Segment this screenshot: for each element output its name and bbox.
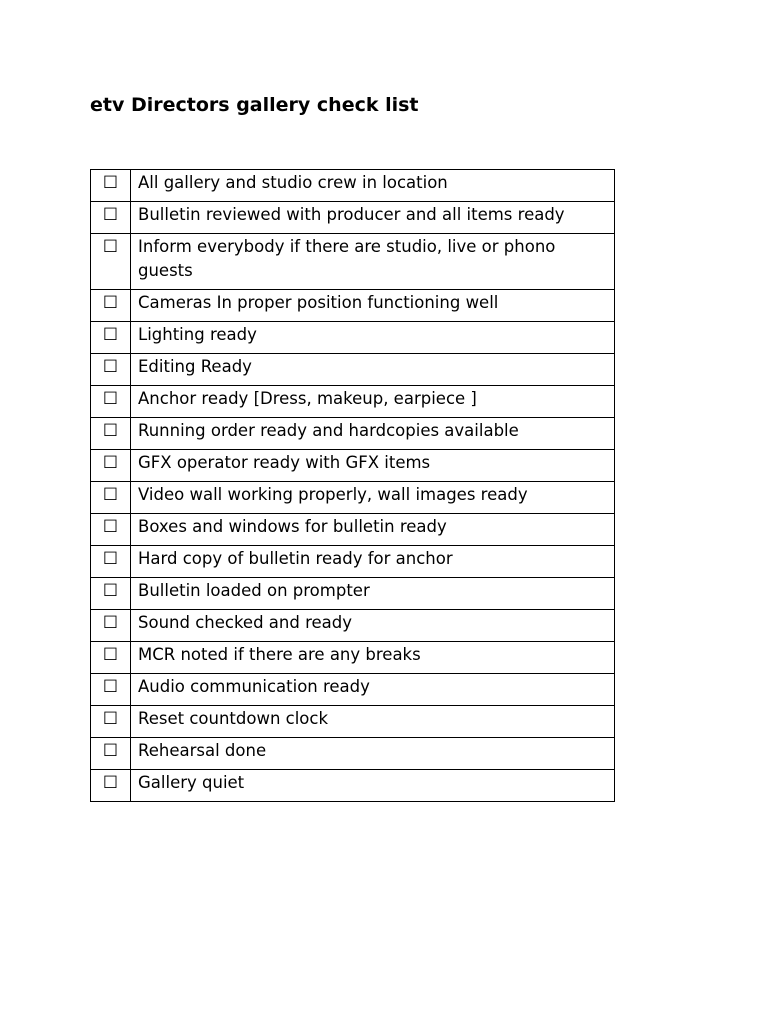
checklist-row [91,514,615,546]
checklist-row [91,738,615,770]
checkbox-cell[interactable] [91,610,131,642]
checkbox-cell[interactable] [91,642,131,674]
checkbox-cell[interactable] [91,706,131,738]
checkbox-cell[interactable] [91,578,131,610]
checkbox-cell[interactable] [91,290,131,322]
checklist-item-text: Cameras In proper position functioning well [131,290,615,322]
checklist-row [91,170,615,202]
checklist-item-text: Editing Ready [131,354,615,386]
checkbox-icon[interactable]: ☐ [102,485,119,505]
checkbox-cell[interactable] [91,354,131,386]
checkbox-icon[interactable]: ☐ [102,517,119,537]
checklist-row [91,322,615,354]
checkbox-icon[interactable]: ☐ [102,173,119,193]
checklist-row [91,578,615,610]
checkbox-cell[interactable] [91,450,131,482]
checkbox-icon[interactable]: ☐ [102,293,119,313]
checkbox-cell[interactable] [91,770,131,802]
checklist-item-text: Rehearsal done [131,738,615,770]
checklist-item-text: MCR noted if there are any breaks [131,642,615,674]
checklist-item-text: Reset countdown clock [131,706,615,738]
checkbox-icon[interactable]: ☐ [102,549,119,569]
checklist-table [90,169,615,802]
checkbox-cell[interactable] [91,386,131,418]
checkbox-cell[interactable] [91,418,131,450]
checkbox-cell[interactable] [91,202,131,234]
checklist-item-text: Lighting ready [131,322,615,354]
checklist-item-text: Hard copy of bulletin ready for anchor [131,546,615,578]
checklist-row [91,354,615,386]
checkbox-cell[interactable] [91,738,131,770]
checkbox-icon[interactable]: ☐ [102,773,119,793]
checklist-item-text: Boxes and windows for bulletin ready [131,514,615,546]
checkbox-cell[interactable] [91,514,131,546]
checklist-item-text: Bulletin reviewed with producer and all items ready [131,202,615,234]
checkbox-icon[interactable]: ☐ [102,453,119,473]
checklist-row [91,290,615,322]
checklist-item-text: Audio communication ready [131,674,615,706]
checklist-item-text: GFX operator ready with GFX items [131,450,615,482]
checklist-row [91,610,615,642]
checklist-item-text: Video wall working properly, wall images ready [131,482,615,514]
checkbox-icon[interactable]: ☐ [102,389,119,409]
checklist-item-text: Anchor ready [Dress, makeup, earpiece ] [131,386,615,418]
checklist-row [91,642,615,674]
checkbox-icon[interactable]: ☐ [102,709,119,729]
checkbox-icon[interactable]: ☐ [102,741,119,761]
checkbox-cell[interactable] [91,546,131,578]
checkbox-cell[interactable] [91,322,131,354]
checklist-row [91,234,615,290]
checkbox-cell[interactable] [91,170,131,202]
checkbox-icon[interactable]: ☐ [102,645,119,665]
checkbox-icon[interactable]: ☐ [102,613,119,633]
checklist-row [91,674,615,706]
checklist-item-text: Running order ready and hardcopies available [131,418,615,450]
checkbox-icon[interactable]: ☐ [102,325,119,345]
checklist-row [91,202,615,234]
checklist-item-text: Inform everybody if there are studio, live or phono guests [131,234,615,290]
checklist-item-text: Bulletin loaded on prompter [131,578,615,610]
checklist-row [91,546,615,578]
checklist-row [91,418,615,450]
checklist-row [91,482,615,514]
checklist-row [91,450,615,482]
checklist-item-text: All gallery and studio crew in location [131,170,615,202]
checkbox-icon[interactable]: ☐ [102,421,119,441]
checkbox-icon[interactable]: ☐ [102,237,119,257]
checklist-item-text: Sound checked and ready [131,610,615,642]
checkbox-icon[interactable]: ☐ [102,677,119,697]
checklist-row [91,386,615,418]
checkbox-icon[interactable]: ☐ [102,205,119,225]
checkbox-icon[interactable]: ☐ [102,357,119,377]
checklist-item-text: Gallery quiet [131,770,615,802]
page-title: etv Directors gallery check list [90,94,419,116]
checkbox-cell[interactable] [91,234,131,290]
checkbox-icon[interactable]: ☐ [102,581,119,601]
checkbox-cell[interactable] [91,482,131,514]
checkbox-cell[interactable] [91,674,131,706]
checklist-row [91,770,615,802]
checklist-row [91,706,615,738]
